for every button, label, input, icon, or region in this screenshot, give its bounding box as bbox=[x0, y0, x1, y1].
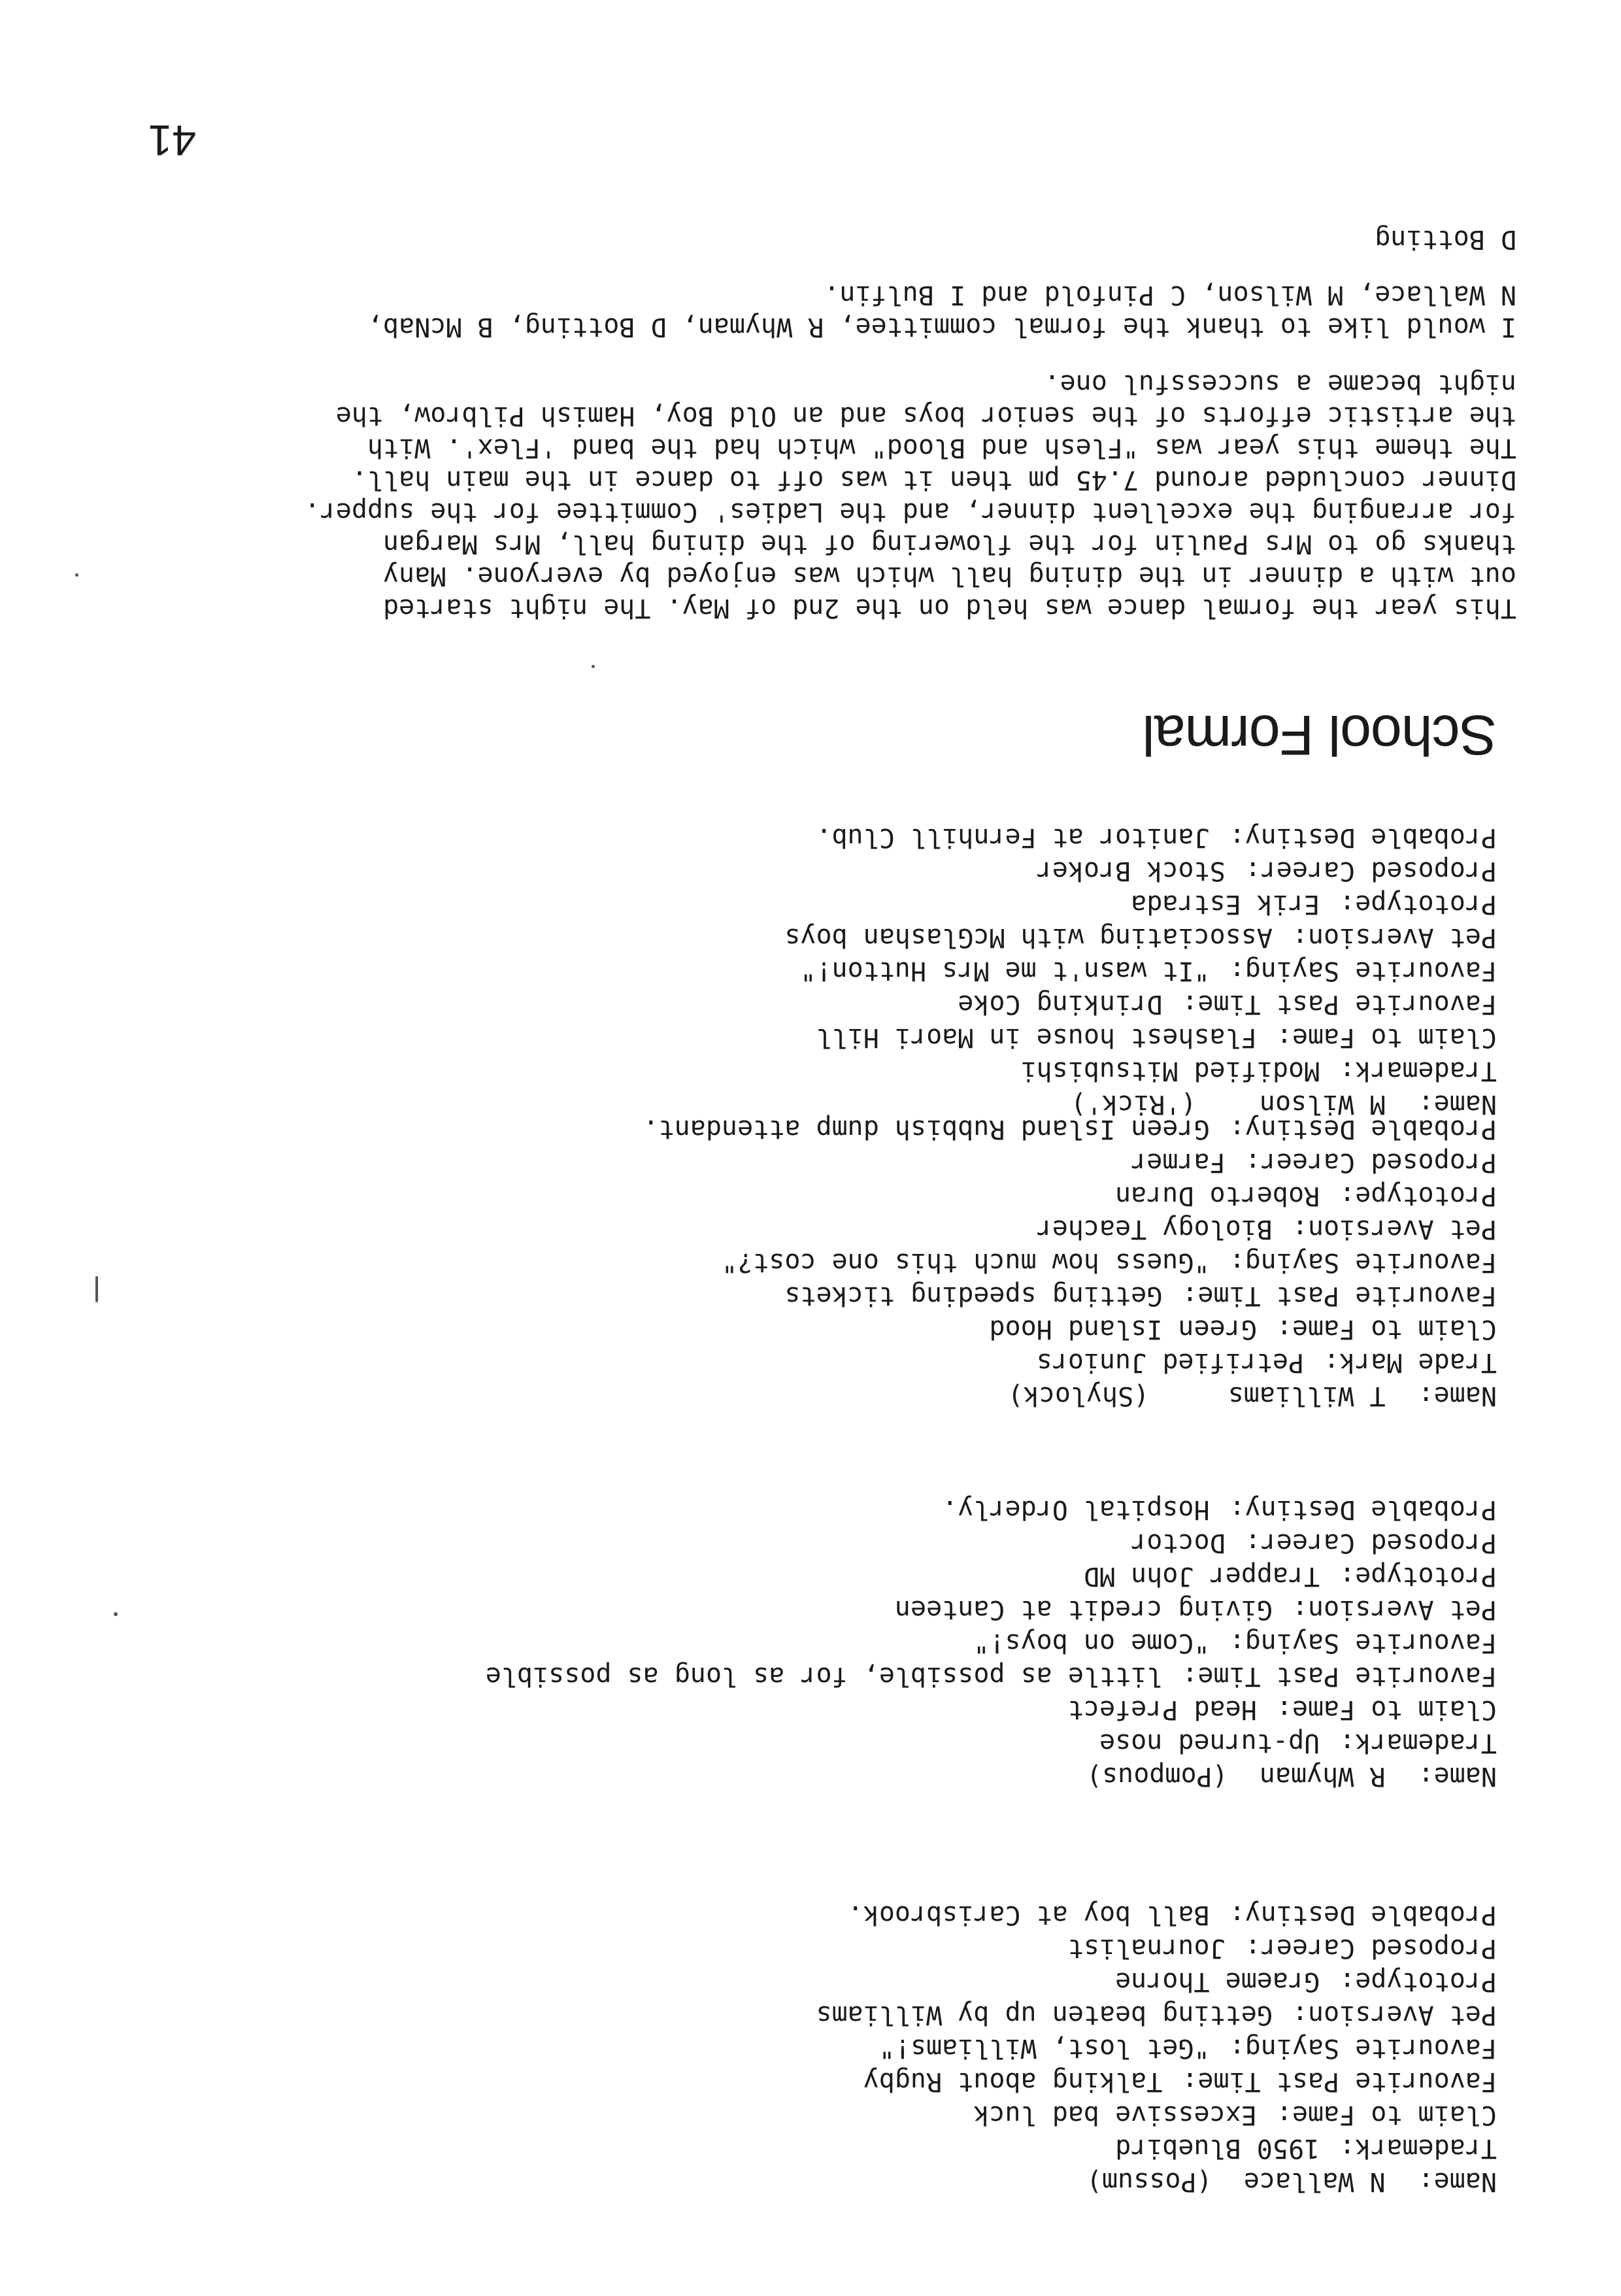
field-value: Janitor at Fernhill Club. bbox=[816, 822, 1210, 853]
profile-n-wallace bbox=[816, 1898, 1497, 2198]
profile-field bbox=[816, 2131, 1497, 2165]
field-value: "Come on boys!" bbox=[973, 1628, 1210, 1658]
field-label: Favourite Saying: bbox=[1229, 2033, 1497, 2063]
field-label: Probable Destiny: bbox=[1229, 1900, 1497, 1930]
field-value: Giving credit at Canteen bbox=[894, 1595, 1273, 1625]
field-label: Pet Aversion: bbox=[1292, 2000, 1497, 2030]
field-value: Green Island Hood bbox=[989, 1314, 1257, 1344]
field-value: Flashest house in Maori Hill bbox=[816, 1022, 1257, 1053]
field-label: Favourite Past Time: bbox=[1182, 989, 1497, 1019]
field-value: "It wasn't me Mrs Hutton!" bbox=[800, 956, 1210, 986]
field-value: Erik Estrada bbox=[1131, 889, 1320, 919]
field-value: Associating with McGlashan boys bbox=[784, 922, 1273, 953]
field-label: Pet Aversion: bbox=[1292, 1595, 1497, 1625]
profile-field bbox=[486, 1626, 1497, 1659]
scan-speck bbox=[114, 1612, 118, 1616]
field-value: Graeme Thorne bbox=[1115, 1967, 1320, 1997]
profile-field bbox=[486, 1593, 1497, 1626]
scan-speck bbox=[75, 573, 78, 577]
profile-name-label: Name: bbox=[1418, 1761, 1497, 1791]
profile-field bbox=[816, 1898, 1497, 1931]
paragraph-line: Dinner concluded around 7.45 pm then it was off to dance in the main hall. bbox=[351, 465, 1516, 495]
paragraph-line: I would like to thank the formal committee, R Whyman, D Botting, B McNab, bbox=[367, 312, 1516, 342]
field-value: Modified Mitsubishi bbox=[1020, 1056, 1320, 1086]
profile-field bbox=[643, 1145, 1497, 1179]
field-value: 1950 Bluebird bbox=[1115, 2133, 1320, 2163]
field-label: Claim to Fame: bbox=[1276, 1022, 1497, 1053]
profile-field bbox=[784, 887, 1497, 920]
profile-field bbox=[784, 987, 1497, 1021]
page-number: 41 bbox=[148, 116, 196, 165]
profile-field bbox=[486, 1493, 1497, 1526]
field-label: Favourite Past Time: bbox=[1182, 2067, 1497, 2097]
field-value: Petrified Juniors bbox=[1036, 1347, 1305, 1377]
field-label: Prototype: bbox=[1339, 1561, 1497, 1591]
field-value: Talking about Rugby bbox=[863, 2067, 1163, 2097]
scan-speck bbox=[592, 665, 595, 668]
field-label: Prototype: bbox=[1339, 1181, 1497, 1211]
paragraph-line: for arranging the excellent dinner, and the Ladies' Committee for the supper. bbox=[304, 497, 1516, 527]
article-title: School Formal bbox=[1143, 703, 1497, 766]
field-value: little as possible, for as long as possible bbox=[485, 1661, 1163, 1691]
field-label: Proposed Career: bbox=[1245, 1528, 1497, 1558]
paragraph-line: thanks go to Mrs Paulin for the flowering of the dining hall, Mrs Margan bbox=[383, 529, 1516, 559]
field-label: Proposed Career: bbox=[1245, 856, 1497, 886]
profile-field bbox=[643, 1345, 1497, 1379]
field-label: Prototype: bbox=[1339, 889, 1497, 919]
field-label: Probable Destiny: bbox=[1229, 1114, 1497, 1144]
article-signature: D Botting bbox=[1375, 224, 1516, 254]
profile-field bbox=[486, 1693, 1497, 1726]
field-label: Claim to Fame: bbox=[1276, 1314, 1497, 1344]
field-label: Favourite Past Time: bbox=[1182, 1281, 1497, 1311]
profile-field bbox=[784, 920, 1497, 954]
profile-field bbox=[816, 2065, 1497, 2098]
profile-field bbox=[486, 1659, 1497, 1693]
profile-name: M Wilson ('Rick') bbox=[1070, 1089, 1386, 1119]
field-label: Proposed Career: bbox=[1245, 1147, 1497, 1177]
article-paragraph bbox=[111, 279, 1516, 343]
paragraph-line: This year the formal dance was held on the 2nd of May. The night started bbox=[383, 593, 1516, 623]
field-value: Getting speeding tickets bbox=[784, 1281, 1163, 1311]
profile-field bbox=[643, 1212, 1497, 1245]
field-value: Stock Broker bbox=[1036, 856, 1226, 886]
profile-field bbox=[784, 820, 1497, 854]
profile-field bbox=[486, 1526, 1497, 1559]
profile-m-wilson bbox=[784, 820, 1497, 1121]
field-label: Probable Destiny: bbox=[1229, 822, 1497, 853]
field-label: Trade Mark: bbox=[1324, 1347, 1497, 1377]
field-value: "Get lost, Williams!" bbox=[878, 2033, 1210, 2063]
profile-name: R Whyman (Pompous) bbox=[1086, 1761, 1386, 1791]
field-value: Green Island Rubbish dump attendant. bbox=[643, 1114, 1210, 1144]
field-label: Pet Aversion: bbox=[1292, 922, 1497, 953]
field-value: Up-turned nose bbox=[1099, 1728, 1320, 1758]
field-value: Journalist bbox=[1067, 1933, 1226, 1963]
field-value: Farmer bbox=[1131, 1147, 1226, 1177]
profile-field bbox=[816, 2098, 1497, 2131]
field-label: Pet Aversion: bbox=[1292, 1214, 1497, 1244]
field-label: Probable Destiny: bbox=[1229, 1494, 1497, 1525]
field-value: Drinking Coke bbox=[958, 989, 1163, 1019]
scan-speck bbox=[95, 1276, 98, 1302]
field-value: Head Prefect bbox=[1067, 1695, 1257, 1725]
profile-field bbox=[486, 1726, 1497, 1759]
profile-name: N Wallace (Possum) bbox=[1086, 2167, 1386, 2197]
field-label: Trademark: bbox=[1339, 1728, 1497, 1758]
profile-name-label: Name: bbox=[1418, 1381, 1497, 1411]
profile-field bbox=[643, 1245, 1497, 1279]
profile-r-whyman bbox=[486, 1493, 1497, 1793]
profile-field bbox=[643, 1179, 1497, 1212]
field-value: Hospital Orderly. bbox=[942, 1494, 1210, 1525]
field-label: Favourite Saying: bbox=[1229, 1247, 1497, 1277]
profile-field bbox=[784, 1054, 1497, 1087]
field-value: Excessive bad luck bbox=[973, 2100, 1257, 2130]
field-label: Trademark: bbox=[1339, 1056, 1497, 1086]
field-label: Favourite Saying: bbox=[1229, 956, 1497, 986]
field-value: Getting beaten up by Williams bbox=[816, 2000, 1273, 2030]
profile-field bbox=[816, 1965, 1497, 1998]
profile-name: T Williams (Shylock) bbox=[1007, 1381, 1386, 1411]
paragraph-line: out with a dinner in the dining hall which was enjoyed by everyone. Many bbox=[383, 561, 1516, 591]
profile-field bbox=[816, 1998, 1497, 2031]
profile-field bbox=[784, 854, 1497, 887]
field-value: "Guess how much this one cost?" bbox=[722, 1247, 1210, 1277]
field-value: Biology Teacher bbox=[1036, 1214, 1273, 1244]
field-value: Doctor bbox=[1131, 1528, 1226, 1558]
profile-field bbox=[816, 1931, 1497, 1965]
profile-name-label: Name: bbox=[1418, 1089, 1497, 1119]
article-paragraph bbox=[111, 367, 1516, 624]
profile-name-label: Name: bbox=[1418, 2167, 1497, 2197]
profile-field bbox=[486, 1559, 1497, 1593]
article-body bbox=[111, 279, 1516, 624]
field-value: Ball boy at Carisbrook. bbox=[847, 1900, 1210, 1930]
profile-field bbox=[816, 2031, 1497, 2065]
field-label: Claim to Fame: bbox=[1276, 2100, 1497, 2130]
profile-field bbox=[643, 1312, 1497, 1345]
profile-field bbox=[643, 1279, 1497, 1312]
profile-t-williams bbox=[643, 1112, 1497, 1412]
paragraph-line: The theme this year was "Flesh and Blood" which had the band 'Flex'. With bbox=[367, 433, 1516, 463]
field-label: Trademark: bbox=[1339, 2133, 1497, 2163]
paragraph-line: night became a successful one. bbox=[1044, 369, 1516, 399]
field-value: Trapper John MD bbox=[1083, 1561, 1320, 1591]
field-label: Favourite Saying: bbox=[1229, 1628, 1497, 1658]
paragraph-line: N Wallace, M Wilson, C Pinfold and I Bulfin. bbox=[824, 280, 1516, 310]
field-label: Prototype: bbox=[1339, 1967, 1497, 1997]
field-label: Favourite Past Time: bbox=[1182, 1661, 1497, 1691]
profile-field bbox=[784, 1021, 1497, 1054]
field-label: Claim to Fame: bbox=[1276, 1695, 1497, 1725]
profile-field bbox=[784, 954, 1497, 987]
field-value: Roberto Duran bbox=[1115, 1181, 1320, 1211]
paragraph-line: the artistic efforts of the senior boys and an Old Boy, Hamish Pilbrow, the bbox=[335, 401, 1516, 431]
field-label: Proposed Career: bbox=[1245, 1933, 1497, 1963]
